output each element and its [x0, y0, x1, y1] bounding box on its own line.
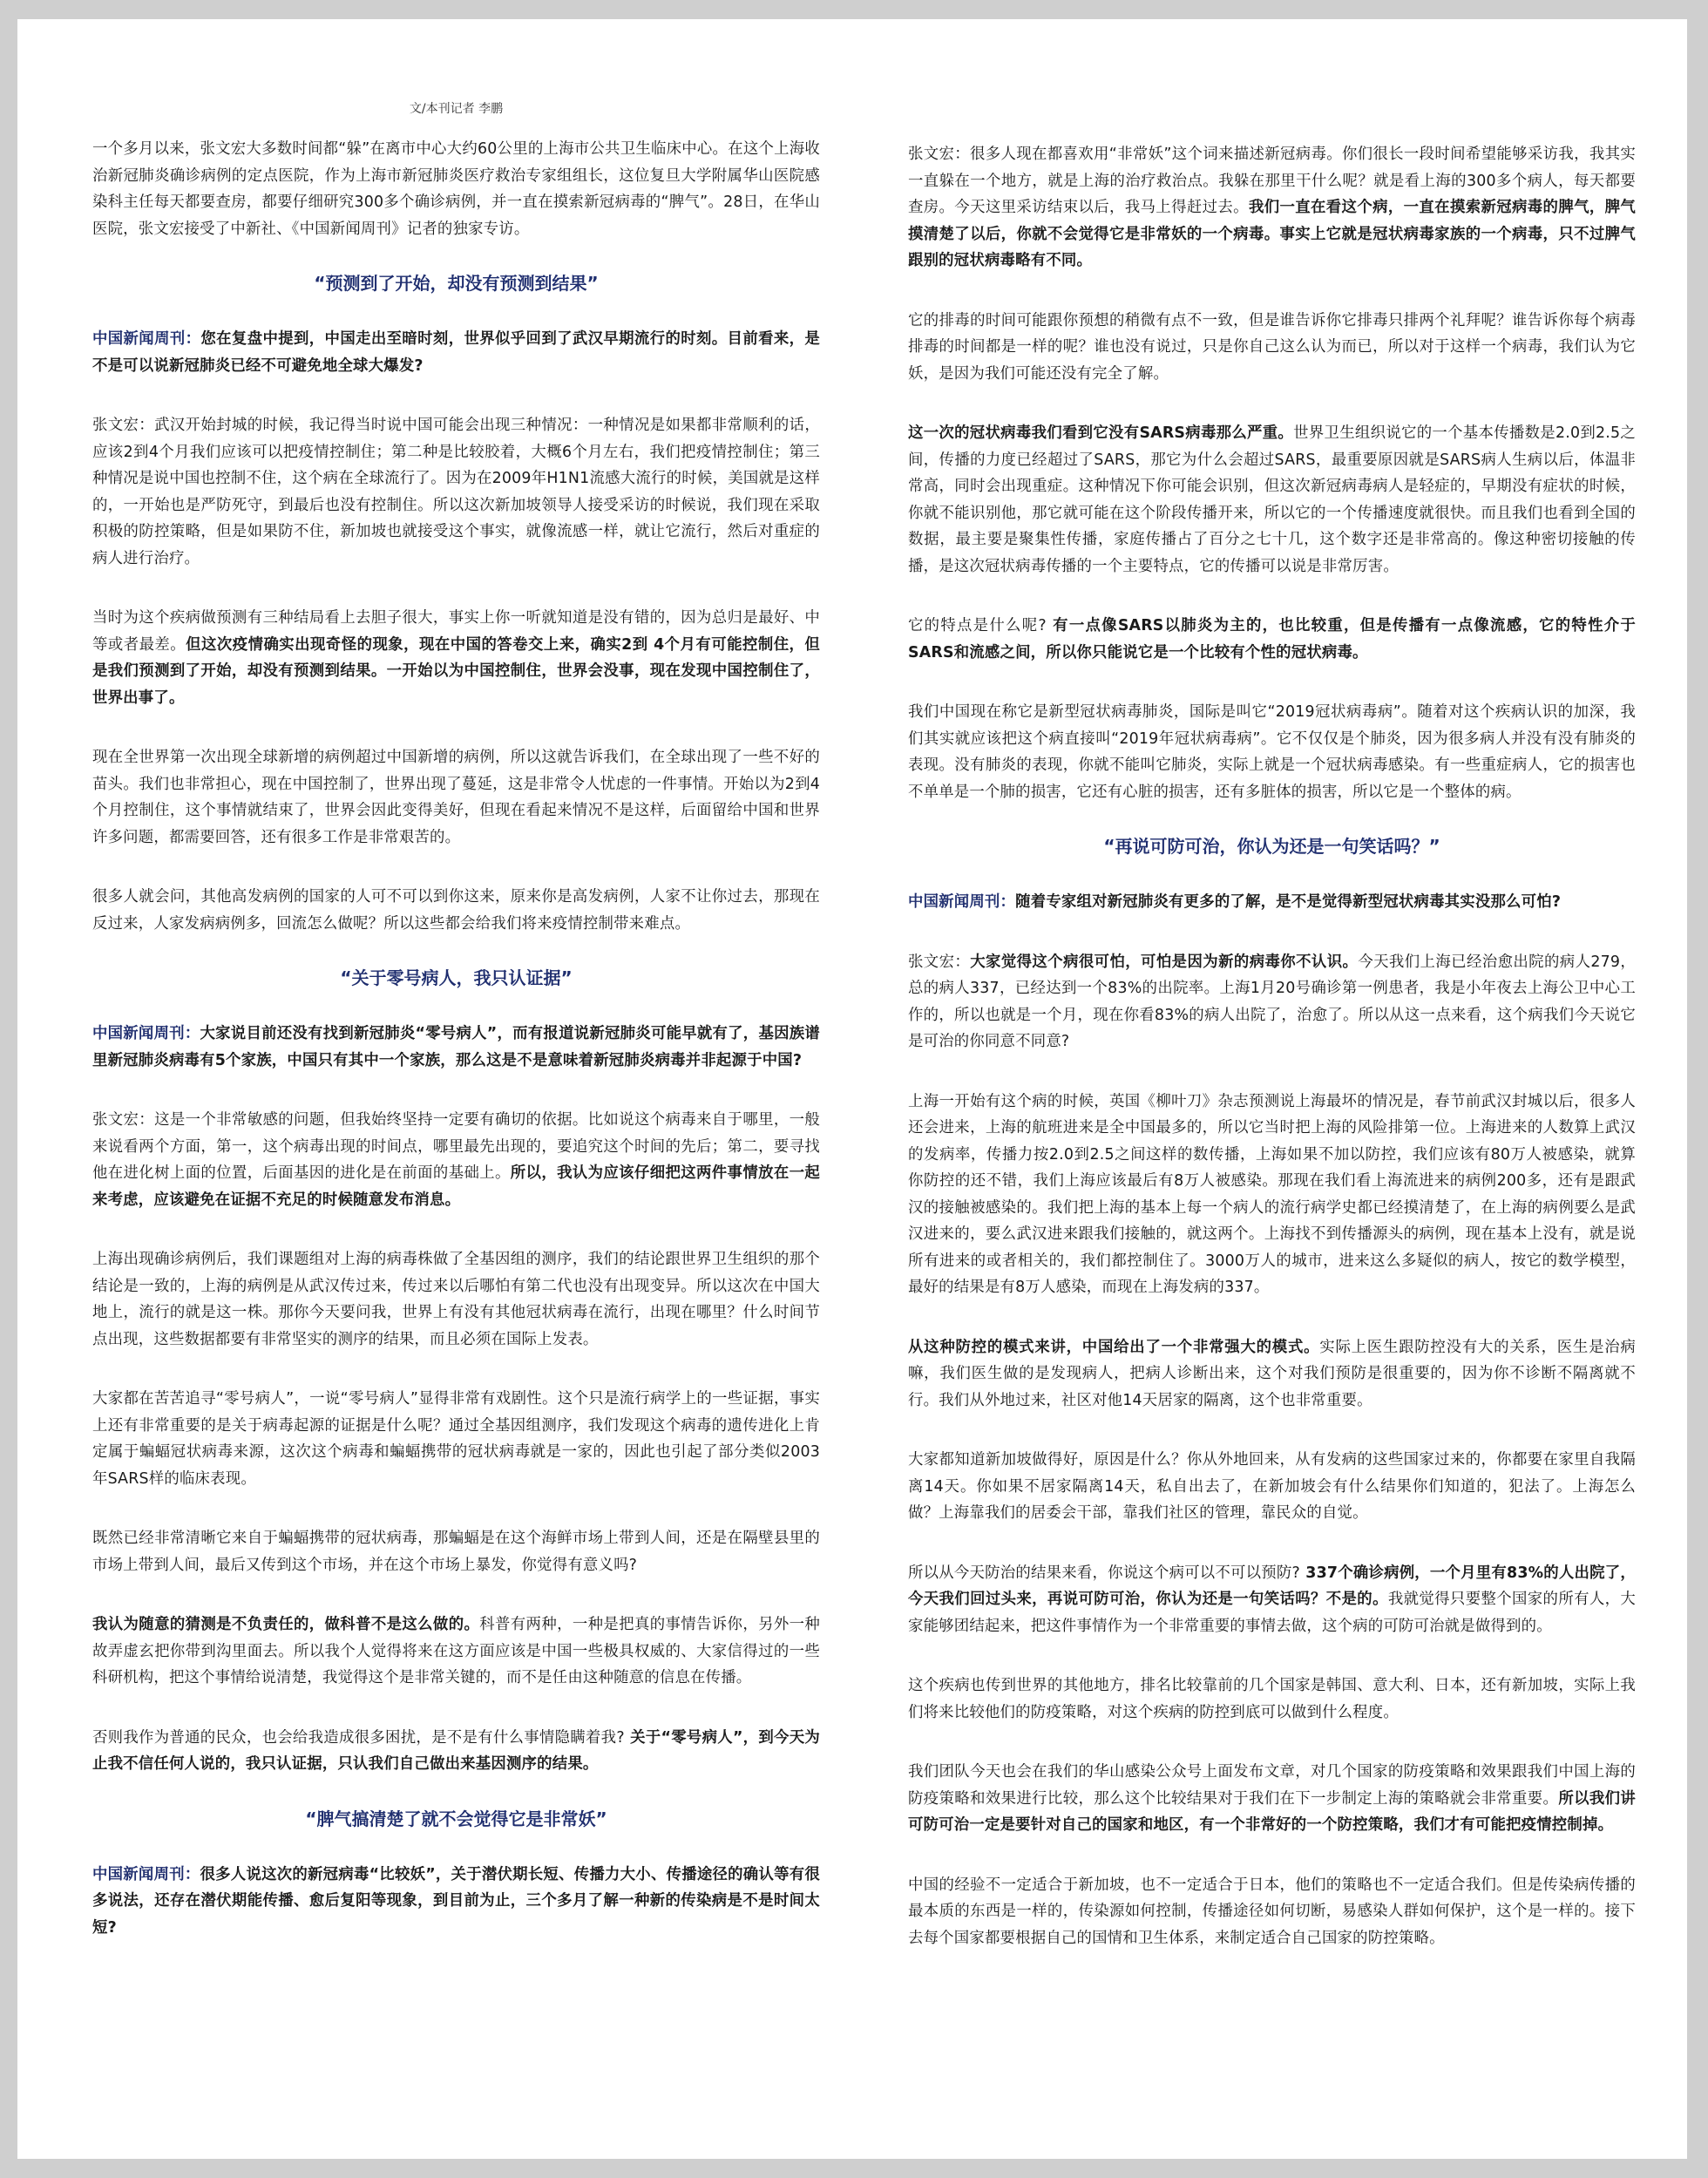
paragraph	[908, 889, 1636, 916]
text-run: 世界卫生组织说它的一个基本传播数是2.0到2.5之间，传播的力度已经超过了SARS，那它为什么会超过SARS，最重要原因就是SARS病人生病以后，体温非常高，同时会出现重症。这种情况下你可能会识别，但这次新冠病毒病人是轻症的，早期没有症状的时候，你就不能识别他，那它就可能在这个阶段传播开来，所以它的一个传播速度就很快。而且我们也看到全国的数据，最主要是聚集性传播，家庭传播占了百分之七十几，这个数字还是非常高的。像这种密切接触的传播，是这次冠状病毒传播的一个主要特点，它的传播可以说是非常厉害。	[908, 424, 1636, 575]
paragraph	[92, 1611, 820, 1692]
text-run: 今天我们上海已经治愈出院的病人279，总的病人337，已经达到一个83%的出院率。上海1月20号确诊第一例患者，我是小年夜去上海公卫中心工作的，所以也就是一个月，现在你看83%的病人出院了，治愈了。所以从这一点来看，这个病我们今天说它是可治的你同意不同意?	[908, 953, 1636, 1050]
paragraph	[92, 412, 820, 572]
paragraph	[92, 884, 820, 937]
text-run: 它的特点是什么呢?	[908, 617, 1047, 634]
text-run: 一个多月以来，张文宏大多数时间都“躲”在离市中心大约60公里的上海市公共卫生临床中心。在这个上海收治新冠肺炎确诊病例的定点医院，作为上海市新冠肺炎医疗救治专家组组长，这位复旦大学附属华山医院感染科主任每天都要查房，都要仔细研究300多个确诊病例，并一直在摸索新冠病毒的“脾气”。28日，在华山医院，张文宏接受了中新社、《中国新闻周刊》记者的独家专访。	[92, 140, 820, 238]
text-run: 大家都知道新加坡做得好，原因是什么？你从外地回来，从有发病的这些国家过来的，你都要在家里自我隔离14天。你如果不居家隔离14天，私自出去了，在新加坡会有什么结果你们知道的，犯法了。上海怎么做？上海靠我们的居委会干部，靠我们社区的管理，靠民众的自觉。	[908, 1451, 1636, 1522]
left-column-body	[92, 136, 820, 1941]
bold-text: 很多人说这次的新冠病毒“比较妖”，关于潜伏期长短、传播力大小、传播途径的确认等有很多说法，还存在潜伏期能传播、愈后复阳等现象，到目前为止，三个多月了解一种新的传染病是不是时间太短?	[92, 1865, 820, 1937]
bold-text: 所以，我认为应该仔细把这两件事情放在一起来考虑，应该避免在证据不充足的时候随意发布消息。	[92, 1164, 820, 1209]
paragraph	[908, 420, 1636, 580]
text-run: 上海一开始有这个病的时候，英国《柳叶刀》杂志预测说上海最坏的情况是，春节前武汉封城以后，很多人还会进来，上海的航班进来是全中国最多的，所以它当时把上海的风险排第一位。上海进来的人数算上武汉的发病率，传播力按2.0到2.5之间这样的数传播，上海如果不加以防控，我们应该有80万人被感染，就算你防控的还不错，我们上海应该最后有8万人被感染。那现在我们看上海流进来的病例200多，还有是跟武汉的接触被感染的。我们把上海的基本上每一个病人的流行病学史都已经摸清楚了，在上海的病例要么是武汉进来的，要么武汉进来跟我们接触的，就这两个。上海找不到传播源头的病例，现在基本上没有，就是说所有进来的或者相关的，我们都控制住了。3000万人的城市，进来这么多疑似的病人，按它的数学模型，最好的结果是有8万人感染，而现在上海发病的337。	[908, 1092, 1636, 1296]
text-run: 既然已经非常清晰它来自于蝙蝠携带的冠状病毒，那蝙蝠是在这个海鲜市场上带到人间，还是在隔壁县里的市场上带到人间，最后又传到这个市场，并在这个市场上暴发，你觉得有意义吗?	[92, 1530, 820, 1574]
text-run: 大家都在苦苦追寻“零号病人”，一说“零号病人”显得非常有戏剧性。这个只是流行病学上的一些证据，事实上还有非常重要的是关于病毒起源的证据是什么呢？通过全基因组测序，我们发现这个病毒的遗传进化上肯定属于蝙蝠冠状病毒来源，这次这个病毒和蝙蝠携带的冠状病毒就是一家的，因此也引起了部分类似2003年SARS样的临床表现。	[92, 1390, 820, 1488]
right-column	[908, 19, 1636, 1985]
byline: 文/本刊记者 李鹏	[409, 102, 504, 116]
text-run: 我就觉得只要整个国家的所有人，大家能够团结起来，把这件事情作为一个非常重要的事情去做，这个病的可防可治就是做得到的。	[908, 1591, 1636, 1635]
paragraph	[92, 136, 820, 242]
left-column	[92, 19, 820, 1974]
paragraph	[92, 1725, 820, 1778]
bold-text: 我们一直在看这个病，一直在摸索新冠病毒的脾气，脾气摸清楚了以后，你就不会觉得它是非常妖的一个病毒。事实上它就是冠状病毒家族的一个病毒，只不过脾气跟别的冠状病毒略有不同。	[908, 199, 1636, 269]
interviewer-label: 中国新闻周刊：	[908, 893, 1016, 911]
text-run: 上海出现确诊病例后，我们课题组对上海的病毒株做了全基因组的测序，我们的结论跟世界卫生组织的那个结论是一致的，上海的病例是从武汉传过来，传过来以后哪怕有第二代也没有出现变异。所以这次在中国大地上，流行的就是这一株。那你今天要问我，世界上有没有其他冠状病毒在流行，出现在哪里？什么时间节点出现，这些数据都要有非常坚实的测序的结果，而且必须在国际上发表。	[92, 1251, 820, 1348]
bold-text: 我认为随意的猜测是不负责任的，做科普不是这么做的。	[92, 1616, 480, 1633]
paragraph	[908, 141, 1636, 275]
paragraph	[908, 1560, 1636, 1640]
section-heading: “预测到了开始，却没有预测到结果”	[314, 273, 599, 294]
paragraph	[92, 1021, 820, 1074]
paragraph	[92, 1107, 820, 1213]
text-run: 我们中国现在称它是新型冠状病毒肺炎，国际是叫它“2019冠状病毒病”。随着对这个疾病认识的加深，我们其实就应该把这个病直接叫“2019年冠状病毒病”。它不仅仅是个肺炎，因为很多病人并没有没有肺炎的表现。没有肺炎的表现，你就不能叫它肺炎，实际上就是一个冠状病毒感染。有一些重症病人，它的损害也不单单是一个肺的损害，它还有心脏的损害，还有多脏体的损害，所以它是一个整体的病。	[908, 703, 1636, 801]
bold-text: 关于“零号病人”，到今天为止我不信任何人说的，我只认证据，只认我们自己做出来基因测序的结果。	[92, 1728, 820, 1773]
paragraph	[908, 949, 1636, 1055]
paragraph	[908, 308, 1636, 388]
bold-text: 有一点像SARS以肺炎为主的，也比较重，但是传播有一点像流感，它的特性介于SARS和流感之间，所以你只能说它是一个比较有个性的冠状病毒。	[908, 617, 1637, 662]
paragraph	[908, 1759, 1636, 1839]
bold-text: 大家觉得这个病很可怕，可怕是因为新的病毒你不认识。	[970, 953, 1359, 971]
article-page	[17, 19, 1687, 2159]
right-column-top-spacer	[908, 19, 1636, 141]
interviewer-label: 中国新闻周刊：	[92, 1025, 200, 1042]
paragraph	[908, 699, 1636, 805]
paragraph	[908, 1447, 1636, 1527]
paragraph	[92, 1246, 820, 1353]
paragraph	[92, 1386, 820, 1492]
paragraph	[908, 613, 1636, 666]
text-run: 现在全世界第一次出现全球新增的病例超过中国新增的病例，所以这就告诉我们，在全球出现了一些不好的苗头。我们也非常担心，现在中国控制了，世界出现了蔓延，这是非常令人忧虑的一件事情。开始以为2到4个月控制住，这个事情就结束了，世界会因此变得美好，但现在看起来情况不是这样，后面留给中国和世界许多问题，都需要回答，还有很多工作是非常艰苦的。	[92, 749, 820, 846]
text-run: 这个疾病也传到世界的其他地方，排名比较靠前的几个国家是韩国、意大利、日本，还有新加坡，实际上我们将来比较他们的防疫策略，对这个疾病的防控到底可以做到什么程度。	[908, 1677, 1636, 1721]
bold-text: 这一次的冠状病毒我们看到它没有SARS病毒那么严重。	[908, 424, 1294, 442]
section-heading: “关于零号病人，我只认证据”	[340, 967, 573, 988]
bold-text: 从这种防控的模式来讲，中国给出了一个非常强大的模式。	[908, 1338, 1320, 1356]
interviewer-label: 中国新闻周刊：	[92, 1865, 200, 1883]
bold-text: 所以我们讲可防可治一定是要针对自己的国家和地区，有一个非常好的一个防控策略，我们才有可能把疫情控制掉。	[908, 1789, 1636, 1834]
paragraph	[908, 1673, 1636, 1726]
interviewer-label: 中国新闻周刊：	[92, 330, 201, 348]
text-run: 张文宏：很多人现在都喜欢用“非常妖”这个词来描述新冠病毒。你们很长一段时间希望能够采访我，我其实一直躲在一个地方，就是上海的治疗救治点。我躲在那里干什么呢？就是看上海的300多个病人，每天都要查房。今天这里采访结束以后，我马上得赶过去。	[908, 146, 1636, 216]
text-run: 张文宏：这是一个非常敏感的问题，但我始终坚持一定要有确切的依据。比如说这个病毒来自于哪里，一般来说看两个方面，第一，这个病毒出现的时间点，哪里最先出现的，要追究这个时间的先后；第二，要寻找他在进化树上面的位置，后面基因的进化是在前面的基础上。	[92, 1111, 820, 1182]
paragraph	[92, 605, 820, 711]
text-run: 张文宏：	[908, 953, 971, 971]
bold-text: 您在复盘中提到，中国走出至暗时刻，世界似乎回到了武汉早期流行的时刻。目前看来，是不是可以说新冠肺炎已经不可避免地全球大爆发?	[92, 330, 820, 375]
paragraph	[92, 326, 820, 379]
paragraph	[92, 1525, 820, 1578]
paragraph	[92, 1862, 820, 1942]
bold-text: 337个确诊病例，一个月里有83%的人出院了，今天我们回过头来，再说可防可治，你认为还是一句笑话吗？不是的。	[908, 1564, 1636, 1608]
text-run: 科普有两种，一种是把真的事情告诉你，另外一种故弄虚玄把你带到沟里面去。所以我个人觉得将来在这方面应该是中国一些极具权威的、大家信得过的一些科研机构，把这个事情给说清楚，我觉得这个是非常关键的，而不是任由这种随意的信息在传播。	[92, 1616, 820, 1686]
paragraph	[908, 1089, 1636, 1301]
bold-text: 随着专家组对新冠肺炎有更多的了解，是不是觉得新型冠状病毒其实没那么可怕?	[1015, 893, 1562, 911]
text-run: 张文宏：武汉开始封城的时候，我记得当时说中国可能会出现三种情况：一种情况是如果都非常顺利的话，应该2到4个月我们应该可以把疫情控制住；第二种是比较胶着，大概6个月左右，我们把疫情控制住；第三种情况是说中国也控制不住，这个病在全球流行了。因为在2009年H1N1流感大流行的时候，美国就是这样的，一开始也是严防死守，到最后也没有控制住。所以这次新加坡领导人接受采访的时候说，我们现在采取积极的防控策略，但是如果防不住，新加坡也就接受这个事实，就像流感一样，就让它流行，然后对重症的病人进行治疗。	[92, 417, 820, 567]
text-run: 它的排毒的时间可能跟你预想的稍微有点不一致，但是谁告诉你它排毒只排两个礼拜呢？谁告诉你每个病毒排毒的时间都是一样的呢？谁也没有说过，只是你自己这么认为而已，所以对于这样一个病毒，我们认为它妖，是因为我们可能还没有完全了解。	[908, 311, 1636, 383]
paragraph	[908, 1872, 1636, 1952]
paragraph	[908, 1334, 1636, 1415]
text-run: 否则我作为普通的民众，也会给我造成很多困扰，是不是有什么事情隐瞒着我?	[92, 1728, 625, 1747]
text-run: 我们团队今天也会在我们的华山感染公众号上面发布文章，对几个国家的防疫策略和效果跟我们中国上海的防疫策略和效果进行比较，那么这个比较结果对于我们在下一步制定上海的策略就会非常重要。	[908, 1763, 1636, 1808]
right-column-body	[908, 141, 1636, 1951]
text-run: 中国的经验不一定适合于新加坡，也不一定适合于日本，他们的策略也不一定适合我们。但是传染病传播的最本质的东西是一样的，传染源如何控制，传播途径如何切断，易感染人群如何保护，这个是一样的。接下去每个国家都要根据自己的国情和卫生体系，来制定适合自己国家的防控策略。	[908, 1876, 1636, 1947]
text-run: 实际上医生跟防控没有大的关系，医生是治病嘛，我们医生做的是发现病人，把病人诊断出来，这个对我们预防是很重要的，因为你不诊断不隔离就不行。我们从外地过来，社区对他14天居家的隔离，这个也非常重要。	[908, 1338, 1636, 1409]
text-run: 当时为这个疾病做预测有三种结局看上去胆子很大，事实上你一听就知道是没有错的，因为总归是最好、中等或者最差。	[92, 609, 820, 654]
text-run: 所以从今天防治的结果来看，你说这个病可以不可以预防?	[908, 1564, 1300, 1582]
section-heading: “再说可防可治，你认为还是一句笑话吗？”	[1103, 836, 1440, 857]
section-heading: “脾气搞清楚了就不会觉得它是非常妖”	[305, 1808, 607, 1829]
bold-text: 但这次疫情确实出现奇怪的现象，现在中国的答卷交上来，确实2到 4个月有可能控制住，但是我们预测到了开始，却没有预测到结果。一开始以为中国控制住，世界会没事，现在发现中国控制住了，世界出事了。	[92, 635, 820, 707]
paragraph	[92, 744, 820, 851]
bold-text: 大家说目前还没有找到新冠肺炎“零号病人”，而有报道说新冠肺炎可能早就有了，基因族谱里新冠肺炎病毒有5个家族，中国只有其中一个家族，那么这是不是意味着新冠肺炎病毒并非起源于中国?	[92, 1025, 820, 1069]
text-run: 很多人就会问，其他高发病例的国家的人可不可以到你这来，原来你是高发病例，人家不让你过去，那现在反过来，人家发病病例多，回流怎么做呢？所以这些都会给我们将来疫情控制带来难点。	[92, 888, 820, 933]
